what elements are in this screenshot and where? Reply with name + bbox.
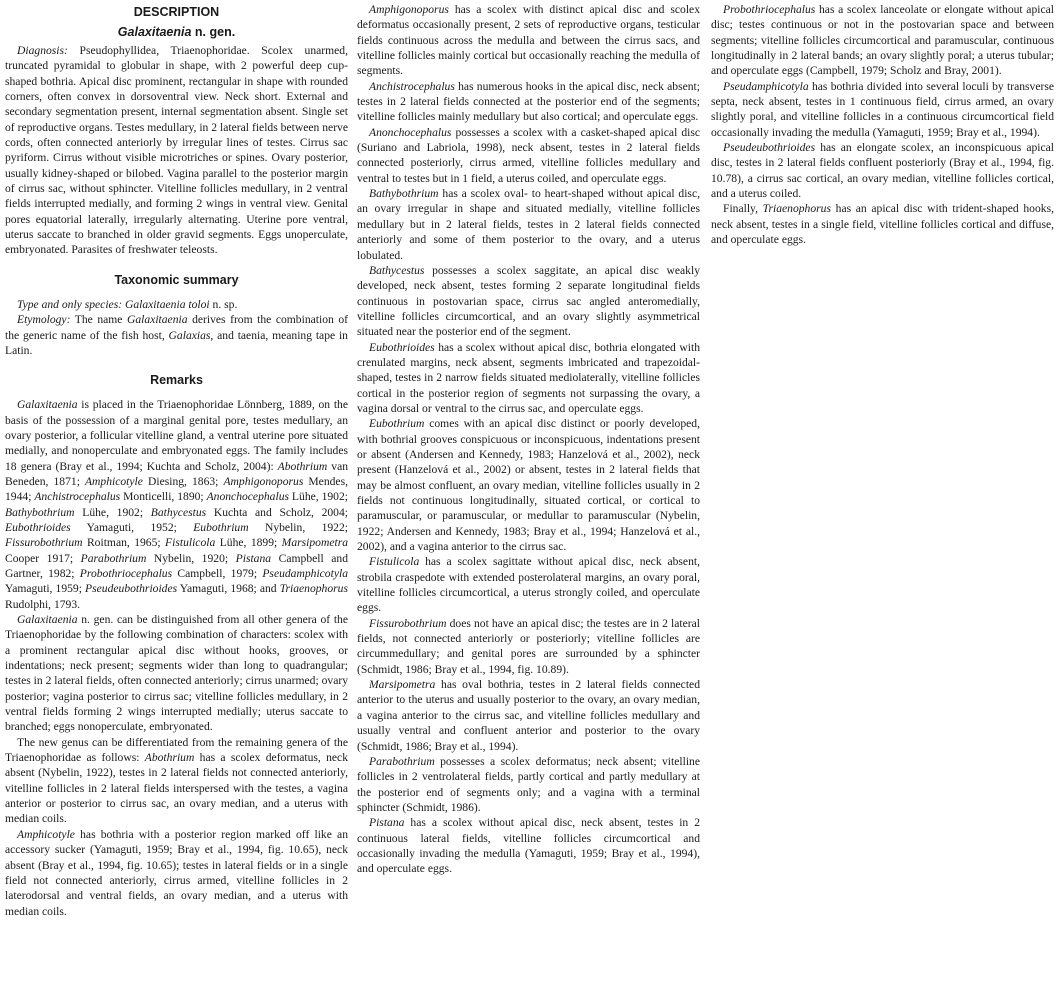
paragraph xyxy=(357,815,700,876)
paragraph xyxy=(357,677,700,754)
text-run: Yamaguti, 1968; and xyxy=(177,582,280,596)
paragraph xyxy=(357,263,700,340)
paragraph xyxy=(357,125,700,186)
italic-term: Type and only species: Galaxitaenia toloi xyxy=(17,297,210,311)
taxonomic-summary-heading: Taxonomic summary xyxy=(114,272,239,287)
text-run: Yamaguti, 1959; xyxy=(5,582,86,596)
italic-term: Amphigonoporus xyxy=(369,3,449,16)
text-run: Nybelin, 1922; xyxy=(248,520,348,534)
italic-term: Bathycestus xyxy=(369,263,425,277)
italic-term: Pistana xyxy=(369,816,405,830)
text-run: comes with an apical disc distinct or poorly developed, with bothrial grooves conspicuous or inconspicuous, indentations present or absent (Andersen and Kennedy, 1983; Hanzelová et al., 2002), neck present (Hanzelová et al., 2002) or absent, testes in 2 lateral fields that may be almost confluent, an ovary median, vitelline follicles usually in 2 fields not continuous longitudinally, situated cortical, or cortical to paramuscular, or paramuscular, or medullar to paramuscular (Nybelin, 1922; Andersen and Kennedy, 1983; Bray et al., 1994; Hanzelová et al., 2002), and a vagina anterior to the cirrus sac. xyxy=(357,417,700,554)
taxonomic-summary-section xyxy=(5,297,348,358)
text-run: has an apical disc with trident-shaped hooks, neck absent, testes in a single field, vitelline follicles cortical and diffuse, and operculate eggs. xyxy=(711,202,1054,247)
text-run: Monticelli, 1890; xyxy=(120,490,207,504)
text-run: has a scolex without apical disc, neck absent, testes in 2 continuous lateral fields, vitelline follicles circumcortical and occasionally invading the medulla (Yamaguti, 1959; Bray et al., 1994), and operculate eggs. xyxy=(357,816,700,876)
text-run: is placed in the Triaenophoridae Lönnberg, 1889, on the basis of the possession of a marginal genital pore, testes medullary, an ovary posterior, a follicular vitelline gland, a ventral uterine pore situated medially, and nonoperculate and embryonated eggs. The family includes 18 genera (Bray et al., 1994; Kuchta and Scholz, 2004): xyxy=(5,398,348,473)
italic-term: Galaxitaenia xyxy=(17,613,78,626)
text-run: Lühe, 1902; xyxy=(74,505,151,519)
paragraph xyxy=(711,79,1054,140)
italic-term: Triaenophorus xyxy=(279,582,348,596)
italic-term: Pistana xyxy=(235,551,272,565)
text-run: has a scolex lanceolate or elongate without apical disc; testes continuous or not in the postovarian space and between segments; vitelline follicles circumcortical and paramuscular, continuous longitudinally in 2 lateral bands; an ovary slightly poral; a uterus tubular; and operculate eggs (Campbell, 1979; Scholz and Bray, 2001). xyxy=(711,3,1054,78)
text-run: Yamaguti, 1952; xyxy=(70,520,194,534)
italic-term: Pseudamphicotyla xyxy=(723,79,809,93)
text-run: Lühe, 1899; xyxy=(215,536,282,550)
italic-term: Parabothrium xyxy=(80,551,147,565)
paragraph xyxy=(711,201,1054,247)
paragraph xyxy=(357,2,700,79)
text-run: possesses a scolex deformatus; neck absent; vitelline follicles in 2 ventrolateral fields, partly cortical and partly medullary at the posterior end of segments only; and a vagina with a terminal sphincter (Schmidt, 1986). xyxy=(357,754,700,814)
genus-suffix: n. gen. xyxy=(191,25,236,39)
italic-term: Fistulicola xyxy=(369,555,420,569)
italic-term: Eubothrium xyxy=(193,520,249,534)
text-run: n. gen. can be distinguished from all other genera of the Triaenophoridae by the following combination of characters: scolex with a prominent rectangular apical disc without hooks, grooves, or indentations; neck present; segments wider than long to quadrangular; testes in 2 lateral fields, often connected anteriorly; cirrus unarmed; ovary posterior; vagina posterior to cirrus sac; vitelline follicles medullary, in 2 ventral fields forming 2 wings interrupted medially; uterus saccate to branched; eggs nonoperculate, embryonated. xyxy=(5,613,348,734)
text-run: has an elongate scolex, an inconspicuous apical disc, testes in 2 lateral fields confluent posteriorly (Bray et al., 1994, fig. 10.78), a cirrus sac cortical, an ovary median, vitelline follicles cortical, and a uterus coiled. xyxy=(711,141,1054,201)
italic-term: Amphicotyle xyxy=(84,474,143,488)
paragraph xyxy=(5,297,348,312)
text-run: Campbell and Gartner, 1982; xyxy=(5,551,348,580)
italic-term: Etymology: xyxy=(17,313,71,327)
description-heading: DESCRIPTION xyxy=(133,5,220,19)
italic-term: Galaxitaenia xyxy=(17,398,78,412)
text-run: has a scolex sagittate without apical disc, neck absent, strobila craspedote with extended posterolateral margins, an ovary poral, vitelline follicles circumcortical, a uterus strongly coiled, and operculate eggs. xyxy=(357,555,700,615)
diagnosis-section xyxy=(5,43,348,258)
italic-term: Galaxias xyxy=(168,328,211,342)
italic-term: Amphicotyle xyxy=(17,827,75,841)
italic-term: Bathybothrium xyxy=(5,505,75,519)
text-run: has a scolex without apical disc, bothria elongated with crenulated margins, neck absent, segments imbricated and trapezoidal-shaped, testes in 2 narrow fields situated mediolaterally, vitelline follicles cortical in the posterior region of segments not surpassing the ovary, a vagina dorsal or ventral to the cirrus sac, and operculate eggs. xyxy=(357,340,700,415)
italic-term: Fissurobothrium xyxy=(369,616,447,630)
paragraph xyxy=(5,397,348,612)
text-run: Nybelin, 1920; xyxy=(146,551,236,565)
genus-name: Galaxitaenia xyxy=(117,25,192,39)
text-run: Mendes, 1944; xyxy=(5,474,348,504)
text-run: possesses a scolex with a casket-shaped apical disc (Suriano and Labriola, 1998), neck absent, testes in 2 lateral fields connected posteriorly, cirrus armed, vitelline follicles medullary and ventral to testes but in 1 field, a uterus coiled, and operculate eggs. xyxy=(357,125,700,185)
text-run: possesses a scolex saggitate, an apical disc weakly developed, neck absent, testes forming 2 separate longitudinal fields continuous in postovarian space, cirrus sac angled anteromedially, vitelline follicles circumcortical, and an ovary slightly asymmetrical situated near the posterior end of the segment. xyxy=(357,263,700,339)
italic-term: Amphigonoporus xyxy=(223,474,304,488)
italic-term: Pseudeubothrioides xyxy=(85,582,178,596)
text-run: has bothria divided into several loculi by transverse septa, neck absent, testes in 1 continuous field, cirrus armed, an ovary slightly poral, and vitelline follicles in a continuous circumcortical field occasionally invading the medulla (Yamaguti, 1959; Bray et al., 1994). xyxy=(711,79,1054,139)
italic-term: Anchistrocephalus xyxy=(369,79,455,93)
italic-term: Fissurobothrium xyxy=(5,536,83,550)
italic-term: Bathycestus xyxy=(150,505,207,519)
italic-term: Diagnosis: xyxy=(17,44,68,57)
column-3 xyxy=(711,2,1054,248)
paragraph xyxy=(357,340,700,417)
italic-term: Abothrium xyxy=(277,459,328,473)
text-run: The new genus can be differentiated from the remaining genera of the Triaenophoridae as follows: xyxy=(5,735,348,765)
text-run: derives from the combination of the generic name of the fish host, xyxy=(5,313,348,342)
italic-term: Eubothrioides xyxy=(369,340,435,354)
text-run: Diesing, 1863; xyxy=(142,474,224,488)
paragraph xyxy=(357,416,700,554)
paragraph xyxy=(711,2,1054,79)
text-run: has a scolex with distinct apical disc and scolex deformatus occasionally present, 2 sets of reproductive organs, testicular fields continuous across the medulla and between the cirrus sacs, and vitelline follicles mainly cortical but occasionally reaching the medulla of segments. xyxy=(357,3,700,78)
italic-term: Marsipometra xyxy=(281,536,349,550)
remarks-heading: Remarks xyxy=(150,373,203,388)
text-run: Cooper 1917; xyxy=(5,551,81,565)
column-2 xyxy=(357,2,700,877)
italic-term: Triaenophorus xyxy=(762,202,831,216)
paragraph xyxy=(357,186,700,263)
paragraph xyxy=(357,554,700,615)
italic-term: Eubothrium xyxy=(369,417,425,431)
italic-term: Parabothrium xyxy=(369,754,435,768)
paragraph xyxy=(5,735,348,827)
column-1 xyxy=(5,2,348,919)
paragraph xyxy=(5,827,348,919)
italic-term: Pseudamphicotyla xyxy=(262,566,348,580)
paragraph xyxy=(357,616,700,677)
paragraph xyxy=(5,612,348,735)
remarks-section-1 xyxy=(5,397,348,919)
text-run: n. sp. xyxy=(209,297,238,311)
italic-term: Anonchocephalus xyxy=(206,490,290,504)
text-run: Roitman, 1965; xyxy=(82,536,166,550)
italic-term: Bathybothrium xyxy=(369,187,439,201)
italic-term: Marsipometra xyxy=(369,678,436,692)
text-run: Finally, xyxy=(723,202,763,216)
text-run: has a scolex oval- to heart-shaped without apical disc, an ovary irregular in shape and situated medially, vitelline follicles medullary but in 2 lateral fields, testes in 2 lateral fields connected anteriorly and some of them posterior to the ovary, and a uterus lobulated. xyxy=(357,187,700,262)
italic-term: Probothriocephalus xyxy=(79,566,173,580)
paragraph xyxy=(711,140,1054,201)
italic-term: Pseudeubothrioides xyxy=(723,141,816,155)
paragraph xyxy=(357,79,700,125)
italic-term: Anchistrocephalus xyxy=(34,490,121,504)
text-run: has bothria with a posterior region marked off like an accessory sucker (Yamaguti, 1959; Bray et al., 1994, fig. 10.65), neck absent (Bray et al., 1994, fig. 10.65); testes in lateral fields or in a single field not connected anteriorly, cirrus armed, vitelline follicles in 2 laterodorsal and ventral fields, an ovary median, and a uterus with median coils. xyxy=(5,827,348,918)
paragraph xyxy=(5,43,348,258)
text-run: Pseudophyllidea, Triaenophoridae. Scolex unarmed, truncated pyramidal to globular in shape, with 2 powerful deep cup-shaped bothria. Apical disc prominent, rectangular in shape with rounded corners, often convex in dorsoventral view. Neck short. External and secondary segmentation present, internal segmentation absent. Single set of reproductive organs. Testes medullary, in 2 lateral fields between nerve cords, often connected anteriorly by irregular lines of testes. Cirrus sac pyriform. Cirrus without visible microtriches or spines. Ovary posterior, usually kidney-shaped or bilobed. Vagina parallel to the posterior margin of cirrus sac, without sphincter. Vitelline follicles medullary, in 2 ventral fields interrupted medially, and forming 2 wings in ventral view. Genital pores equatorial laterally, irregularly alternating. Uterine pore ventral, uterus saccate to branched in older gravid segments. Eggs unoperculate, embryonated. Parasites of freshwater teleosts. xyxy=(5,44,348,257)
remarks-section-2 xyxy=(357,2,700,877)
text-run: has a scolex deformatus, neck absent (Nybelin, 1922), testes in 2 lateral fields not connected anteriorly, vitelline follicles in 2 lateral fields interspersed with the testes, a vagina anterior or posterior to cirrus sac, an ovary median, and a uterus with median coils. xyxy=(5,751,348,826)
text-run: Kuchta and Scholz, 2004; xyxy=(206,505,348,519)
paragraph xyxy=(357,754,700,815)
italic-term: Abothrium xyxy=(144,751,195,765)
text-run: , and taenia, meaning tape in Latin. xyxy=(5,328,348,357)
remarks-section-3 xyxy=(711,2,1054,248)
text-run: has numerous hooks in the apical disc, neck absent; testes in 2 lateral fields connected at the posterior end of the segments; vitelline follicles mainly medullary but also cortical; and operculate eggs. xyxy=(357,79,700,124)
text-run: The name xyxy=(70,313,127,327)
italic-term: Fistulicola xyxy=(165,536,216,550)
text-run: Rudolphi, 1793. xyxy=(5,597,81,611)
text-run: does not have an apical disc; the testes are in 2 lateral fields, not connected anteriorly or posteriorly; vitelline follicles are circummedullary; and genital pores are surrounded by a sphincter (Schmidt, 1986; Bray et al., 1994, fig. 10.89). xyxy=(357,616,700,676)
text-run: Campbell, 1979; xyxy=(172,566,263,580)
genus-title xyxy=(5,24,348,41)
italic-term: Eubothrioides xyxy=(5,520,71,534)
italic-term: Galaxitaenia xyxy=(126,313,188,327)
paragraph xyxy=(5,312,348,358)
italic-term: Probothriocephalus xyxy=(723,3,816,16)
text-run: van Beneden, 1871; xyxy=(5,459,349,488)
text-run: has oval bothria, testes in 2 lateral fields connected anterior to the uterus and usually posterior to the ovary, an ovary median, a vagina anterior to the cirrus sac, and vitelline follicles medullary and usually ventral and confluent anterior and posterior to the ovary (Schmidt, 1986; Bray et al., 1994). xyxy=(357,678,700,753)
italic-term: Anonchocephalus xyxy=(369,125,452,139)
text-run: Lühe, 1902; xyxy=(289,490,348,504)
